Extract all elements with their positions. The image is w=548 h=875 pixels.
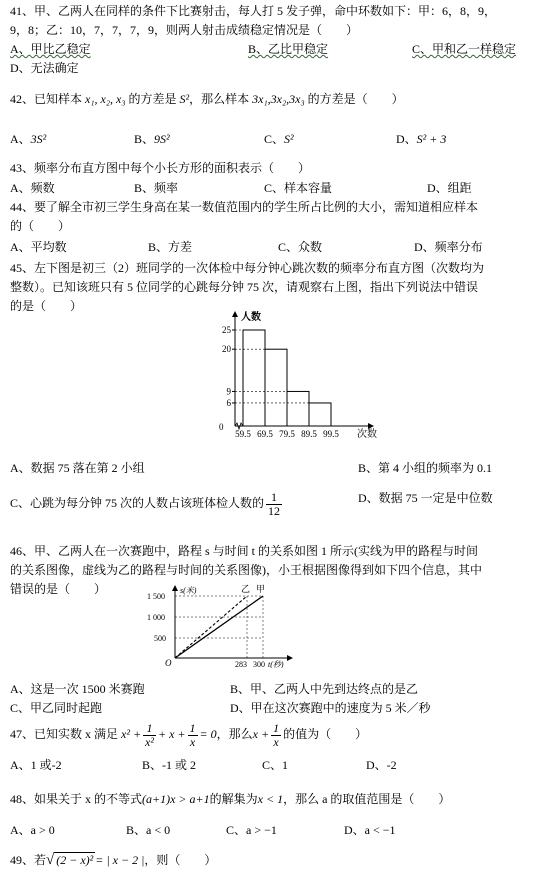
q47-eq-part-c: = 0 bbox=[199, 727, 217, 741]
hist-origin-label: 0 bbox=[219, 422, 224, 432]
q42-stem-mid2: ，那么样本 bbox=[189, 92, 253, 106]
q44-stem-line2: 的（ ） bbox=[10, 219, 71, 233]
hist-y-tick-20: 20 bbox=[222, 344, 231, 355]
q47-option-d: D、-2 bbox=[366, 758, 397, 772]
q46-stem-line2: 的关系图像，虚线为乙的路程与时间的关系图像)，小王根据图像得到如下四个信息，其中 bbox=[10, 563, 482, 577]
q45-histogram bbox=[205, 306, 380, 442]
q46-option-a: A、这是一次 1500 米赛跑 bbox=[10, 682, 145, 696]
graph-origin-label: O bbox=[165, 658, 172, 668]
q44-option-c: C、众数 bbox=[278, 240, 323, 254]
q42-option-c bbox=[264, 131, 294, 147]
q42-option-a bbox=[10, 131, 46, 147]
q49-sqrt-sign: √ bbox=[46, 852, 55, 868]
hist-x-tick-99.5: 99.5 bbox=[323, 429, 339, 439]
q47-frac1-num: 1 bbox=[143, 722, 156, 736]
q41-option-b bbox=[248, 41, 328, 57]
q42-option-d bbox=[396, 131, 446, 147]
q47-option-a: A、1 或-2 bbox=[10, 758, 62, 772]
q46-stem-line1: 46、甲、乙两人在一次赛跑中，路程 s 与时间 t 的关系如图 1 所示(实线为甲的路程与时间 bbox=[10, 544, 479, 558]
q42-stem-mid: 的方差是 bbox=[125, 92, 180, 106]
hist-y-tick-25: 25 bbox=[222, 325, 231, 335]
q47-frac1-den: x² bbox=[145, 734, 154, 749]
q47-eq-part-a: x² + bbox=[121, 727, 142, 741]
q46-option-c: C、甲乙同时起跑 bbox=[10, 701, 103, 715]
q41-option-a-text: A、甲比乙稳定 bbox=[10, 42, 91, 56]
q42-sample: x₁, x₂, x₃ bbox=[85, 92, 126, 106]
q48-option-b: B、a < 0 bbox=[126, 823, 171, 837]
q48-option-c: C、a > −1 bbox=[226, 823, 277, 837]
q47-frac2-den: x bbox=[189, 734, 196, 749]
q47-option-b: B、-1 或 2 bbox=[142, 758, 197, 772]
q44-option-d: D、频率分布 bbox=[414, 240, 483, 254]
q42-option-a-value: 3S² bbox=[30, 132, 47, 146]
q49-radicand: (2 − x)² bbox=[56, 853, 94, 867]
q48-stem-post: ，那么 a 的取值范围是（ ） bbox=[283, 792, 451, 806]
q46-option-b: B、甲、乙两人中先到达终点的是乙 bbox=[230, 682, 419, 696]
hist-x-axis-label: 次数 bbox=[357, 429, 377, 440]
q44-option-a: A、平均数 bbox=[10, 240, 67, 254]
q49-stem-mid: = | x − 2 | bbox=[95, 853, 145, 867]
graph-y-tick-500: 500 bbox=[154, 634, 166, 643]
q41-stem-line2: 9，8；乙：10，7，7，7，9，则两人射击成绩稳定情况是（ ） bbox=[10, 23, 359, 37]
q45-option-b: B、第 4 小组的频率为 0.1 bbox=[358, 461, 493, 475]
q48-stem-pre: 48、如果关于 x 的不等式 bbox=[10, 792, 143, 806]
hist-bar-4 bbox=[309, 403, 331, 426]
hist-y-tick-9: 9 bbox=[226, 386, 231, 397]
graph-y-tick-1500: 1 500 bbox=[147, 592, 165, 601]
q47-frac2-num: 1 bbox=[189, 720, 196, 735]
q46-stem-line3: 错误的是（ ） bbox=[10, 582, 107, 596]
q47-expr-fraction bbox=[271, 722, 281, 749]
q41-option-c bbox=[412, 41, 516, 57]
q47-expr-part-a: x + bbox=[252, 727, 270, 741]
q45-fraction-denominator: 12 bbox=[268, 503, 281, 518]
q48-stem bbox=[10, 791, 450, 807]
graph-label-jia: 甲 bbox=[256, 584, 266, 594]
q46-option-d: D、甲在这次赛跑中的速度为 5 米／秒 bbox=[230, 701, 431, 715]
q44-stem-line1: 44、要了解全市初三学生身高在某一数值范围内的学生所占比例的大小，需知道相应样本 bbox=[10, 200, 479, 214]
graph-label-yi: 乙 bbox=[241, 584, 251, 594]
q42-sample3: 3x₁,3x₂,3x₃ bbox=[252, 92, 305, 106]
graph-y-axis-label: s(米) bbox=[180, 586, 197, 595]
q42-option-d-label: D、 bbox=[396, 132, 417, 146]
q42-stem-post: 的方差是（ ） bbox=[304, 92, 404, 106]
q42-option-b-label: B、 bbox=[134, 132, 155, 146]
hist-x-tick-69.5: 69.5 bbox=[257, 429, 273, 439]
q42-option-b-value: 9S² bbox=[154, 132, 170, 146]
q46-distance-time-graph bbox=[146, 582, 296, 668]
q47-eq-fraction-1 bbox=[143, 722, 156, 749]
q41-stem-line1: 41、甲、乙两人在同样的条件下比赛射击，每人打 5 发子弹，命中环数如下：甲：6，8，9， bbox=[10, 4, 497, 18]
q44-option-b: B、方差 bbox=[148, 240, 193, 254]
q45-stem-line2: 整数）。已知该班只有 5 位同学的心跳每分钟 75 次，请观察右上图，指出下列说法中错误 bbox=[10, 280, 479, 294]
hist-bar-1 bbox=[243, 330, 265, 426]
q47-stem-mid: ，那么 bbox=[216, 727, 253, 741]
q49-stem-pre: 49、若 bbox=[10, 853, 47, 867]
q47-expr-frac-den: x bbox=[273, 734, 279, 749]
q45-option-c-fraction bbox=[266, 491, 282, 518]
q48-option-d: D、a < −1 bbox=[344, 823, 396, 837]
q42-stem bbox=[10, 91, 404, 107]
hist-bar-3 bbox=[287, 391, 309, 426]
q45-option-c-text: C、心跳为每分钟 75 次的人数占该班体检人数的 bbox=[10, 496, 265, 510]
q48-solution: x < 1 bbox=[257, 792, 284, 806]
q45-option-d: D、数据 75 一定是中位数 bbox=[358, 491, 493, 505]
graph-x-tick-283: 283 bbox=[235, 660, 247, 668]
q41-option-c-text: C、甲和乙一样稳定 bbox=[412, 42, 517, 56]
graph-line-jia bbox=[175, 596, 263, 658]
hist-bar-2 bbox=[265, 349, 287, 426]
q45-option-c bbox=[10, 488, 284, 518]
hist-y-axis-label: 人数 bbox=[241, 312, 261, 323]
graph-x-axis-label: t(秒) bbox=[268, 660, 284, 668]
q47-stem-post: 的值为（ ） bbox=[283, 727, 368, 741]
q45-option-a: A、数据 75 落在第 2 小组 bbox=[10, 461, 145, 475]
q45-stem-line1: 45、左下图是初三（2）班同学的一次体检中每分钟心跳次数的频率分布直方图（次数均为 bbox=[10, 261, 485, 275]
q47-eq-fraction-2 bbox=[188, 722, 198, 749]
q45-fraction-numerator: 1 bbox=[266, 491, 282, 505]
hist-x-tick-59.5: 59.5 bbox=[235, 429, 251, 439]
graph-x-tick-300: 300 bbox=[253, 660, 265, 668]
q41-option-b-text: B、乙比甲稳定 bbox=[248, 42, 329, 56]
q42-stem-pre: 42、已知样本 bbox=[10, 92, 86, 106]
q47-expr-frac-num: 1 bbox=[273, 720, 280, 735]
q47-eq-part-b: + x + bbox=[157, 727, 186, 741]
hist-x-tick-79.5: 79.5 bbox=[279, 429, 295, 439]
q45-stem-line3: 的是（ ） bbox=[10, 299, 83, 313]
q43-stem: 43、频率分布直方图中每个小长方形的面积表示（ ） bbox=[10, 161, 311, 175]
hist-x-tick-89.5: 89.5 bbox=[301, 429, 317, 439]
q41-option-a bbox=[10, 41, 91, 57]
q48-inequality: (a+1)x > a+1 bbox=[142, 792, 210, 806]
q47-option-c: C、1 bbox=[262, 758, 289, 772]
q43-option-b: B、频率 bbox=[134, 181, 179, 195]
q41-option-d: D、无法确定 bbox=[10, 61, 79, 75]
q43-option-a: A、频数 bbox=[10, 181, 55, 195]
q49-stem-post: ，则（ ） bbox=[144, 853, 217, 867]
q47-stem bbox=[10, 719, 367, 749]
q42-option-b bbox=[134, 131, 170, 147]
q48-stem-mid: 的解集为 bbox=[209, 792, 258, 806]
q42-option-c-value: S² bbox=[284, 132, 294, 146]
q42-variance: S² bbox=[179, 92, 190, 106]
q42-option-d-value: S² + 3 bbox=[416, 132, 447, 146]
q42-option-c-label: C、 bbox=[264, 132, 285, 146]
q47-stem-pre: 47、已知实数 x 满足 bbox=[10, 727, 119, 741]
graph-y-tick-1000: 1 000 bbox=[147, 613, 165, 622]
hist-y-tick-6: 6 bbox=[226, 397, 231, 408]
q48-option-a: A、a > 0 bbox=[10, 823, 55, 837]
q43-option-c: C、样本容量 bbox=[264, 181, 333, 195]
q43-option-d: D、组距 bbox=[427, 181, 472, 195]
graph-line-yi bbox=[175, 596, 247, 658]
q42-option-a-label: A、 bbox=[10, 132, 31, 146]
q49-stem bbox=[10, 850, 216, 870]
